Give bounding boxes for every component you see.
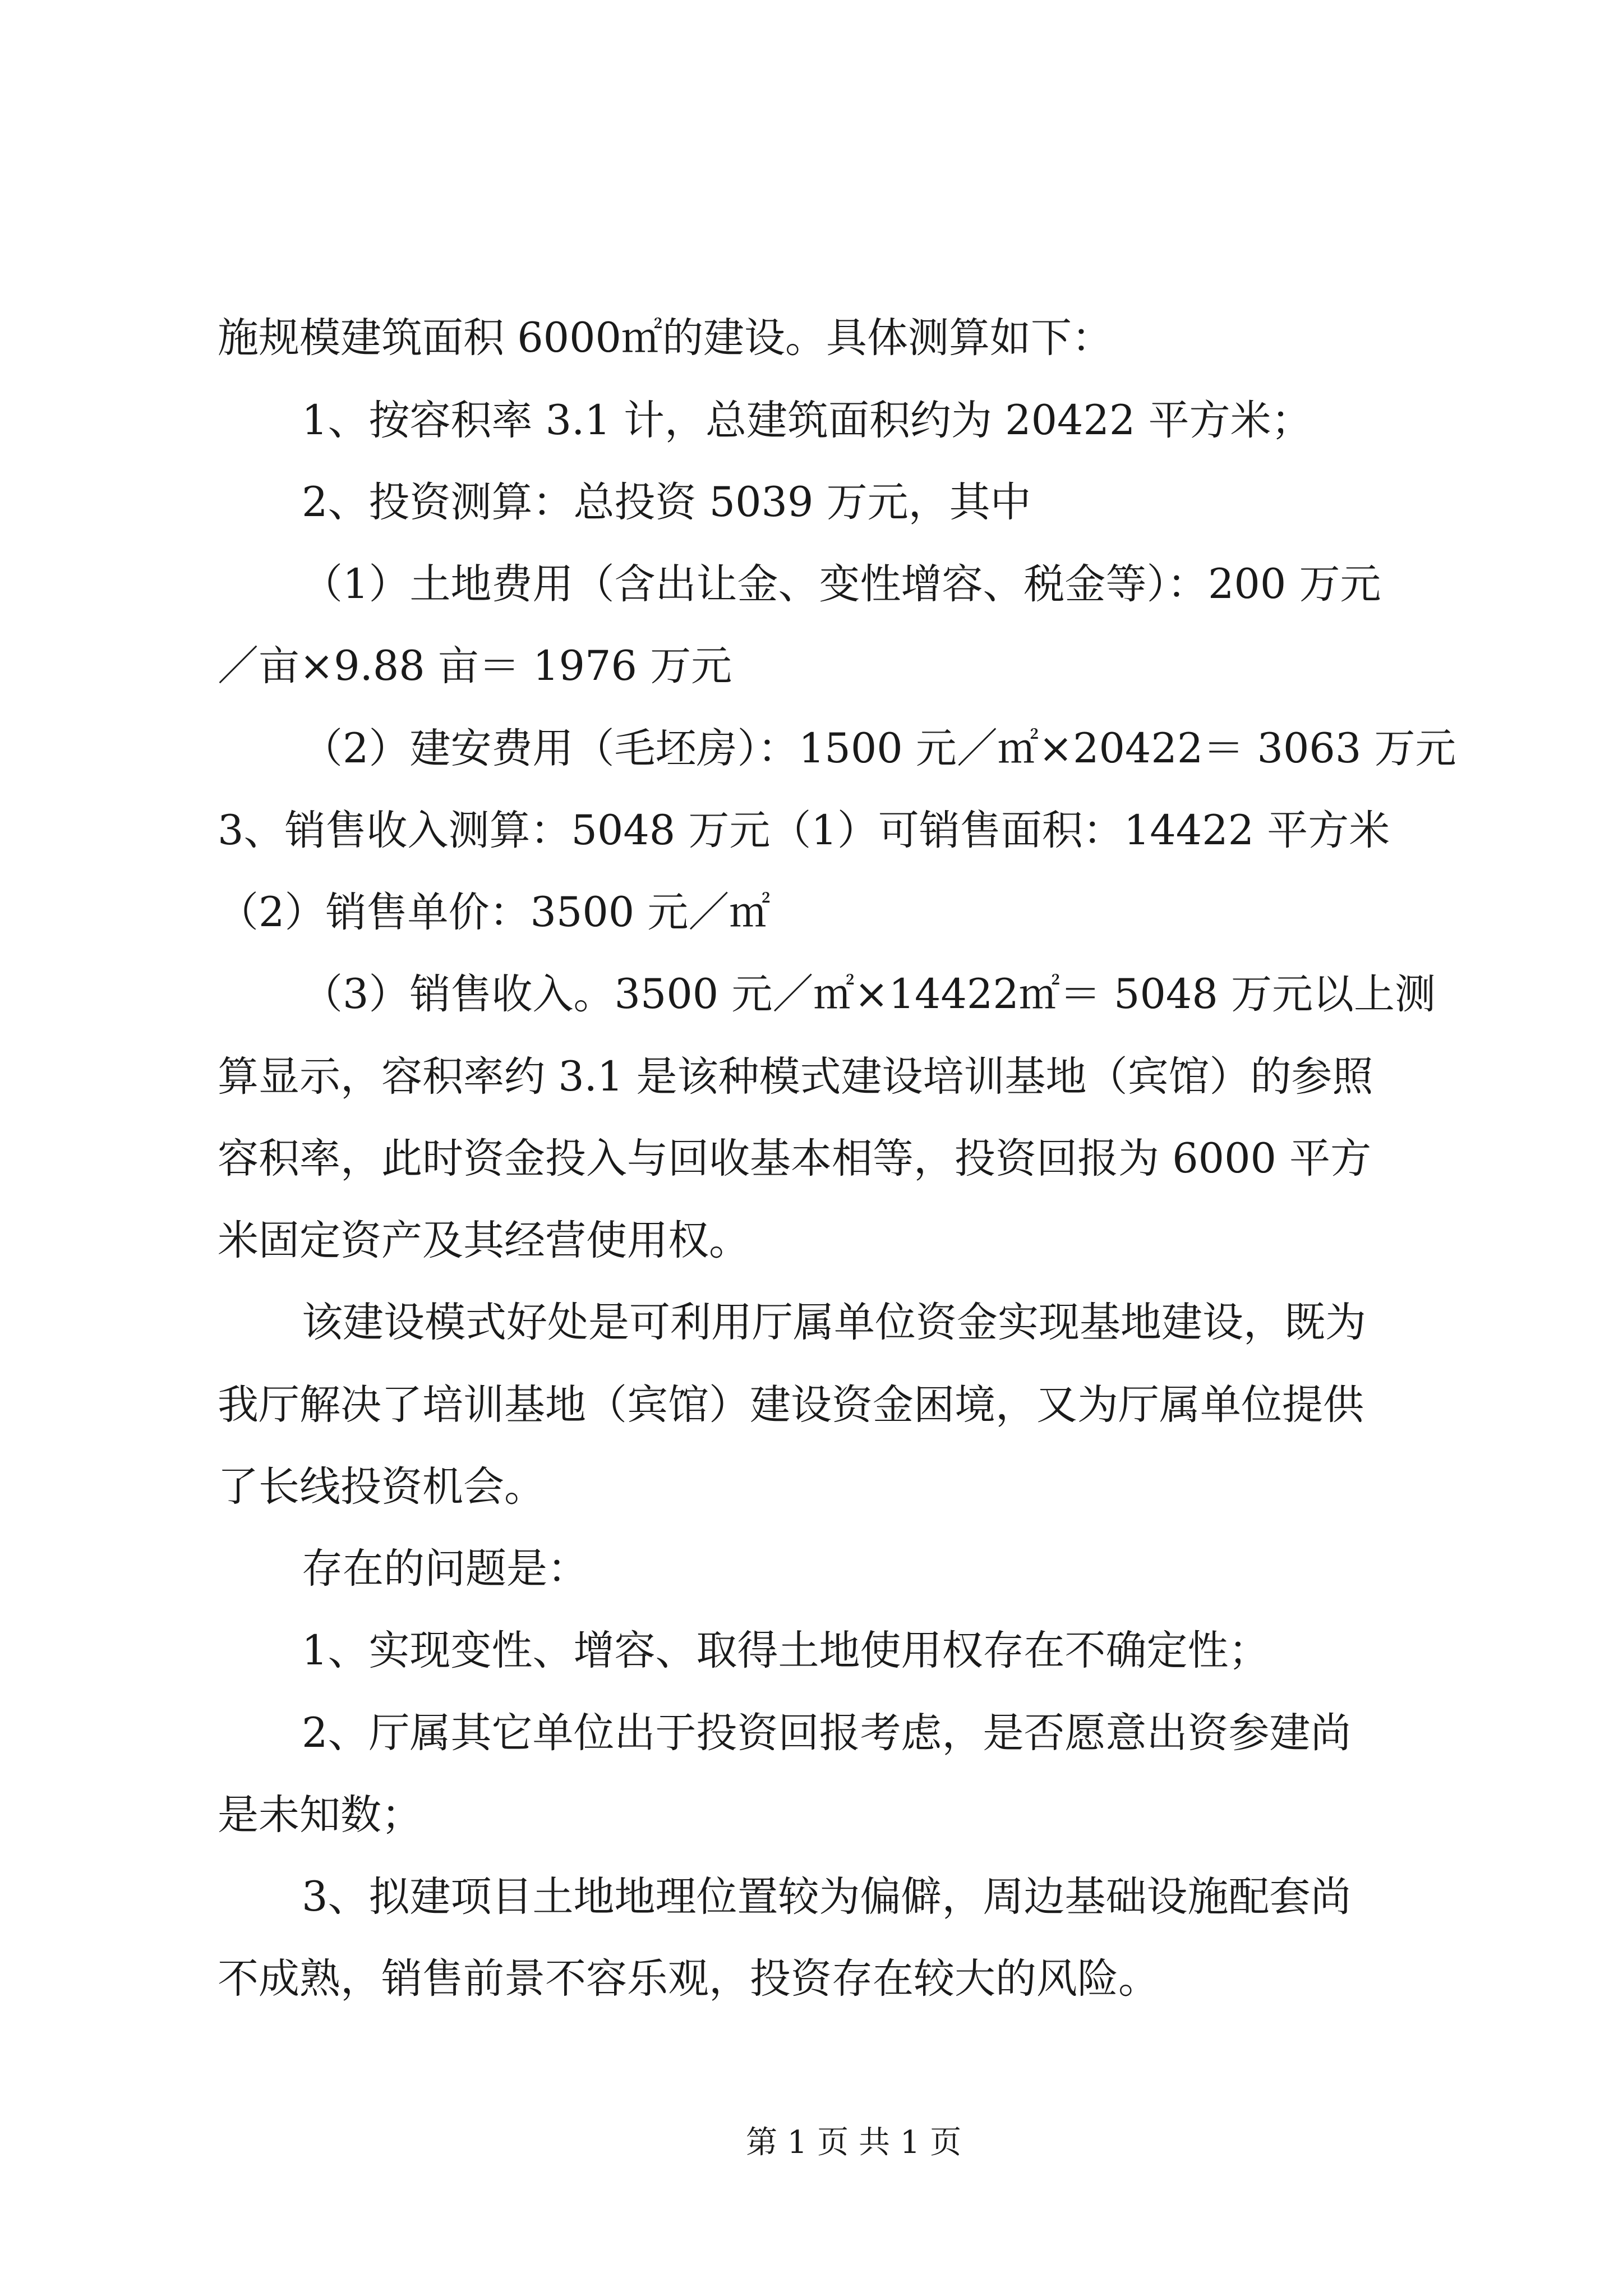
paragraph-line-8: （2）销售单价：3500 元／㎡ — [218, 889, 771, 936]
paragraph-line-9: （3）销售收入。3500 元／㎡×14422㎡＝ 5048 万元以上测 — [302, 970, 1436, 1018]
paragraph-line-7: 3、销售收入测算：5048 万元（1）可销售面积：14422 平方米 — [218, 807, 1390, 854]
paragraph-line-20: 3、拟建项目土地地理位置较为偏僻，周边基础设施配套尚 — [302, 1873, 1352, 1921]
paragraph-line-1: 施规模建筑面积 6000㎡的建设。具体测算如下： — [218, 314, 1113, 362]
paragraph-line-10: 算显示，容积率约 3.1 是该种模式建设培训基地（宾馆）的参照 — [218, 1053, 1373, 1101]
paragraph-line-18: 2、厅属其它单位出于投资回报考虑，是否愿意出资参建尚 — [302, 1709, 1352, 1757]
paragraph-line-2: 1、按容积率 3.1 计，总建筑面积约为 20422 平方米； — [302, 397, 1312, 444]
paragraph-line-12: 米固定资产及其经营使用权。 — [218, 1217, 750, 1264]
paragraph-line-4: （1）土地费用（含出让金、变性增容、税金等）：200 万元 — [302, 560, 1381, 608]
paragraph-line-21: 不成熟，销售前景不容乐观，投资存在较大的风险。 — [218, 1955, 1159, 2003]
paragraph-line-16: 存在的问题是： — [302, 1545, 588, 1593]
page-footer: 第 1 页 共 1 页 — [746, 2124, 962, 2161]
paragraph-line-17: 1、实现变性、增容、取得土地使用权存在不确定性； — [302, 1627, 1270, 1674]
paragraph-line-11: 容积率，此时资金投入与回收基本相等，投资回报为 6000 平方 — [218, 1135, 1372, 1182]
paragraph-line-5: ／亩×9.88 亩＝ 1976 万元 — [218, 642, 732, 690]
paragraph-line-3: 2、投资测算：总投资 5039 万元，其中 — [302, 478, 1031, 526]
paragraph-line-13: 该建设模式好处是可利用厅属单位资金实现基地建设，既为 — [302, 1299, 1366, 1346]
paragraph-line-14: 我厅解决了培训基地（宾馆）建设资金困境，又为厅属单位提供 — [218, 1381, 1364, 1429]
paragraph-line-6: （2）建安费用（毛坯房）：1500 元／㎡×20422＝ 3063 万元 — [302, 725, 1456, 772]
paragraph-line-19: 是未知数； — [218, 1791, 422, 1839]
paragraph-line-15: 了长线投资机会。 — [218, 1463, 545, 1511]
